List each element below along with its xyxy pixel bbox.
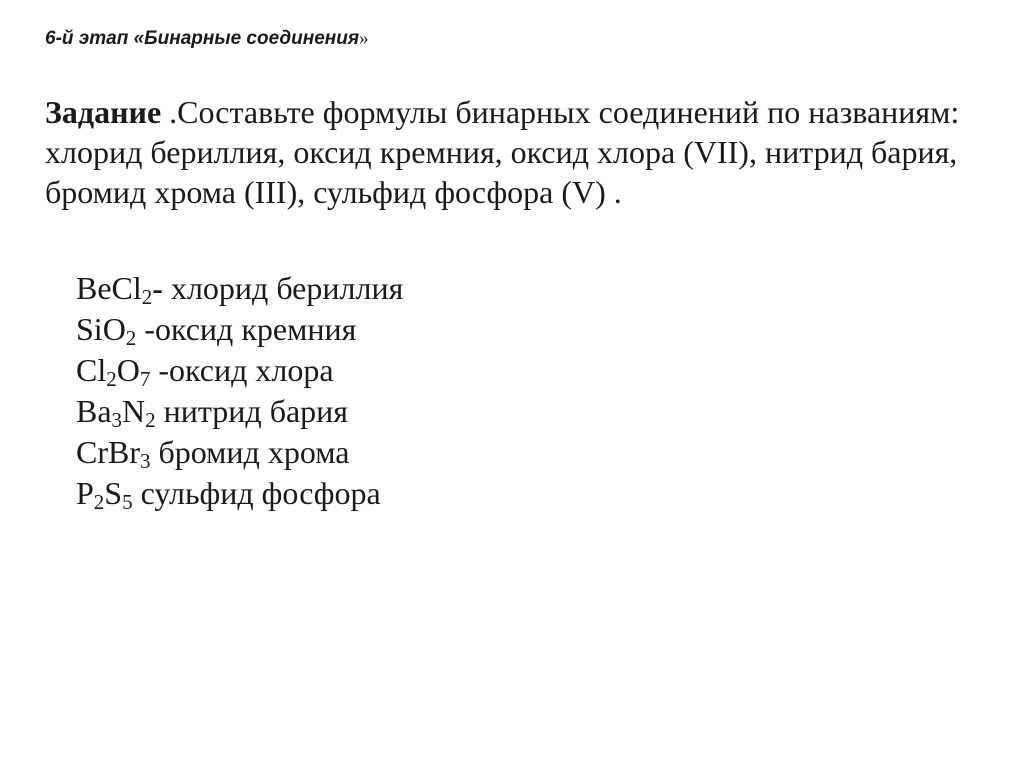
formula-text: BeCl — [76, 270, 142, 306]
formula-text: нитрид бария — [155, 393, 349, 429]
formula-text: сульфид фосфора — [132, 475, 381, 511]
formula-line — [76, 432, 403, 473]
formula-subscript: 2 — [141, 285, 153, 309]
formula-list — [76, 268, 403, 514]
formula-text: -оксид хлора — [150, 352, 334, 388]
formula-line — [76, 350, 403, 391]
formula-text: Ba — [76, 393, 112, 429]
formula-text: CrBr — [76, 434, 140, 470]
stage-title-text: 6-й этап «Бинарные соединения — [45, 28, 360, 49]
formula-subscript: 3 — [111, 408, 123, 432]
task-label: Задание — [45, 94, 162, 130]
formula-line — [76, 391, 403, 432]
formula-text: S — [104, 475, 123, 511]
formula-text: N — [122, 393, 146, 429]
formula-subscript: 7 — [139, 367, 151, 391]
formula-text: Cl — [76, 352, 107, 388]
formula-text: бромид хрома — [150, 434, 350, 470]
stage-title-close-quote: » — [359, 28, 369, 49]
formula-line — [76, 309, 403, 350]
formula-text: хлорид бериллия — [162, 270, 404, 306]
formula-subscript: 2 — [93, 490, 105, 514]
formula-line — [76, 268, 403, 309]
formula-subscript: 5 — [122, 490, 133, 514]
formula-text: P — [76, 475, 94, 511]
task-text: .Составьте формулы бинарных соединений по названиям: хлорид бериллия, оксид кремния, оксид хлора (VII), нитрид бария, бромид хрома (III), сульфид фосфора (V) . — [45, 94, 960, 210]
formula-line — [76, 473, 403, 514]
formula-dash: - — [152, 270, 163, 306]
formula-text: SiO — [76, 311, 126, 347]
stage-title — [45, 28, 369, 50]
formula-subscript: 2 — [106, 367, 117, 391]
task-paragraph — [45, 92, 975, 212]
formula-subscript: 2 — [145, 408, 156, 432]
formula-text: O — [116, 352, 140, 388]
formula-subscript: 3 — [140, 449, 151, 473]
formula-text: -оксид кремния — [136, 311, 357, 347]
formula-subscript: 2 — [125, 326, 137, 350]
